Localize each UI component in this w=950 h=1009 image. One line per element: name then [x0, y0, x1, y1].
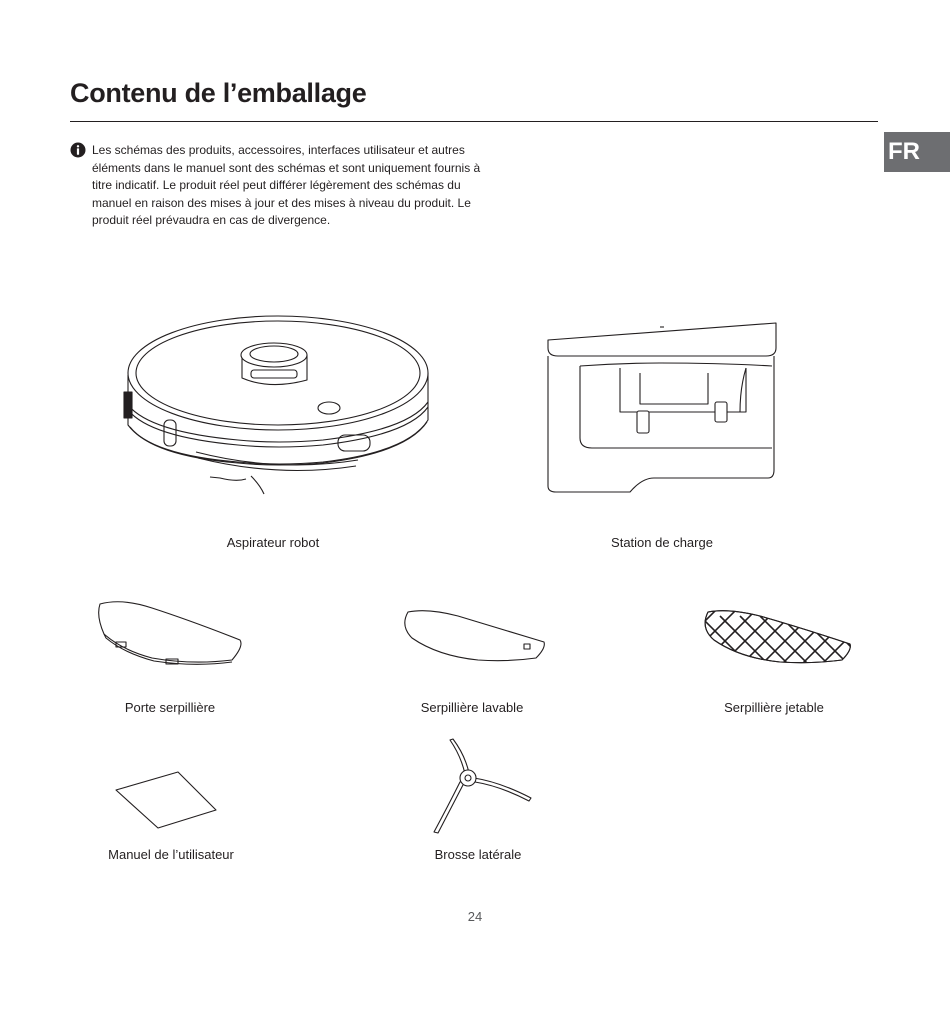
mop-holder-icon [92, 596, 244, 668]
disclaimer-text: Les schémas des produits, accessoires, interfaces utilisateur et autres éléments dans le manuel sont des schémas et sont uniquement fournis à titre indicatif. Le produit réel peut différer légèrement des schémas du manuel en raison des mises à jour et des mises à niveau du produit. Le produit réel prévaudra en cas de divergence. [92, 143, 481, 228]
item-label: Serpillière jetable [724, 700, 824, 715]
disposable-mop-icon [700, 606, 855, 668]
item-label: Aspirateur robot [226, 535, 320, 550]
item-label: Brosse latérale [434, 847, 522, 862]
item-label: Manuel de l’utilisateur [108, 847, 234, 862]
charging-station-icon [540, 318, 780, 498]
language-tab: FR [884, 132, 950, 172]
item-label: Serpillière lavable [420, 700, 524, 715]
title-divider [70, 121, 878, 122]
info-icon [70, 142, 86, 158]
side-brush-icon [428, 736, 536, 836]
item-label: Station de charge [611, 535, 713, 550]
washable-mop-icon [398, 606, 548, 666]
page-number: 24 [467, 909, 483, 924]
robot-vacuum-icon [118, 310, 438, 500]
item-label: Porte serpillière [124, 700, 216, 715]
page-title: Contenu de l’emballage [70, 78, 367, 108]
user-manual-icon [112, 768, 222, 830]
